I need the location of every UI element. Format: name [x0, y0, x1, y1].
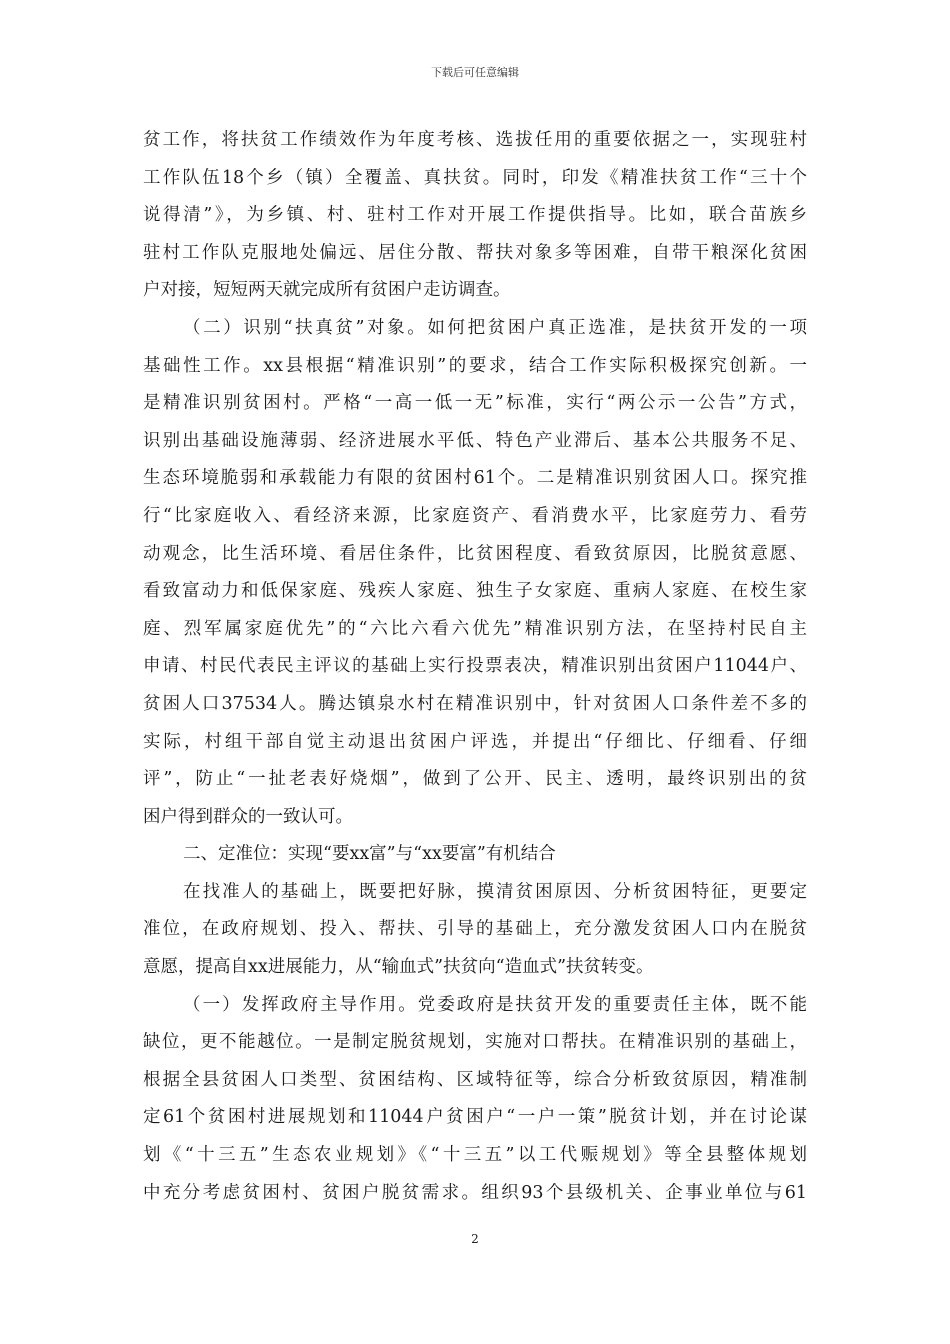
- text-line: 意愿，提高自xx进展能力，从“输血式”扶贫向“造血式”扶贫转变。: [143, 957, 654, 978]
- text-line: 划《“十三五”生态农业规划》《“十三五”以工代赈规划》等全县整体规划: [143, 1145, 807, 1166]
- text-line: 动观念，比生活环境、看居住条件，比贫困程度、看致贫原因，比脱贫意愿、: [143, 543, 807, 564]
- text-line: 行“比家庭收入、看经济来源，比家庭资产、看消费水平，比家庭劳力、看劳: [143, 505, 807, 526]
- text-line: （二）识别“扶真贫”对象。如何把贫困户真正选准，是扶贫开发的一项: [183, 317, 807, 338]
- text-line: 贫困人口37534人。腾达镇泉水村在精准识别中，针对贫困人口条件差不多的: [143, 693, 807, 714]
- text-line: 说得清”》，为乡镇、村、驻村工作对开展工作提供指导。比如，联合苗族乡: [143, 205, 807, 226]
- text-line: 申请、村民代表民主评议的基础上实行投票表决，精准识别出贫困户11044户、: [143, 656, 807, 677]
- text-line: 困户得到群众的一致认可。: [143, 806, 353, 827]
- text-line: 户对接，短短两天就完成所有贫困户走访调查。: [143, 280, 511, 301]
- text-line: 是精准识别贫困村。严格“一高一低一无”标准，实行“两公示一公告”方式，: [143, 393, 807, 414]
- text-line: 定61个贫困村进展规划和11044户贫困户“一户一策”脱贫计划，并在讨论谋: [143, 1107, 807, 1128]
- text-line: 庭、烈军属家庭优先”的“六比六看六优先”精准识别方法，在坚持村民自主: [143, 618, 807, 639]
- document-body: [143, 122, 807, 1212]
- text-line: 驻村工作队克服地处偏远、居住分散、帮扶对象多等困难，自带干粮深化贫困: [143, 242, 807, 263]
- text-line: （一）发挥政府主导作用。党委政府是扶贫开发的重要责任主体，既不能: [183, 994, 807, 1015]
- text-line: 评”，防止“一扯老表好烧烟”，做到了公开、民主、透明，最终识别出的贫: [143, 769, 807, 790]
- page-number: 2: [471, 1232, 479, 1246]
- text-line: 缺位，更不能越位。一是制定脱贫规划，实施对口帮扶。在精准识别的基础上，: [143, 1032, 807, 1053]
- text-line: 贫工作，将扶贫工作绩效作为年度考核、选拔任用的重要依据之一，实现驻村: [143, 130, 807, 150]
- text-line: 在找准人的基础上，既要把好脉，摸清贫困原因、分析贫困特征，更要定: [183, 881, 807, 902]
- text-line: 工作队伍18个乡（镇）全覆盖、真扶贫。同时，印发《精准扶贫工作“三十个: [143, 167, 807, 188]
- text-line: 准位，在政府规划、投入、帮扶、引导的基础上，充分激发贫困人口内在脱贫: [143, 919, 807, 940]
- page-header: 下载后可任意编辑: [431, 66, 519, 79]
- text-line: 实际，村组干部自觉主动退出贫困户评选，并提出“仔细比、仔细看、仔细: [143, 731, 807, 752]
- text-line: 看致富动力和低保家庭、残疾人家庭、独生子女家庭、重病人家庭、在校生家: [143, 581, 807, 602]
- text-line: 基础性工作。xx县根据“精准识别”的要求，结合工作实际积极探究创新。一: [143, 355, 807, 376]
- text-line: 识别出基础设施薄弱、经济进展水平低、特色产业滞后、基本公共服务不足、: [143, 430, 807, 451]
- text-line: 二、定准位：实现“要xx富”与“xx要富”有机结合: [183, 844, 556, 865]
- text-line: 中充分考虑贫困村、贫困户脱贫需求。组织93个县级机关、企事业单位与61: [143, 1182, 807, 1203]
- text-line: 根据全县贫困人口类型、贫困结构、区域特征等，综合分析致贫原因，精准制: [143, 1069, 807, 1090]
- text-line: 生态环境脆弱和承载能力有限的贫困村61个。二是精准识别贫困人口。探究推: [143, 468, 807, 489]
